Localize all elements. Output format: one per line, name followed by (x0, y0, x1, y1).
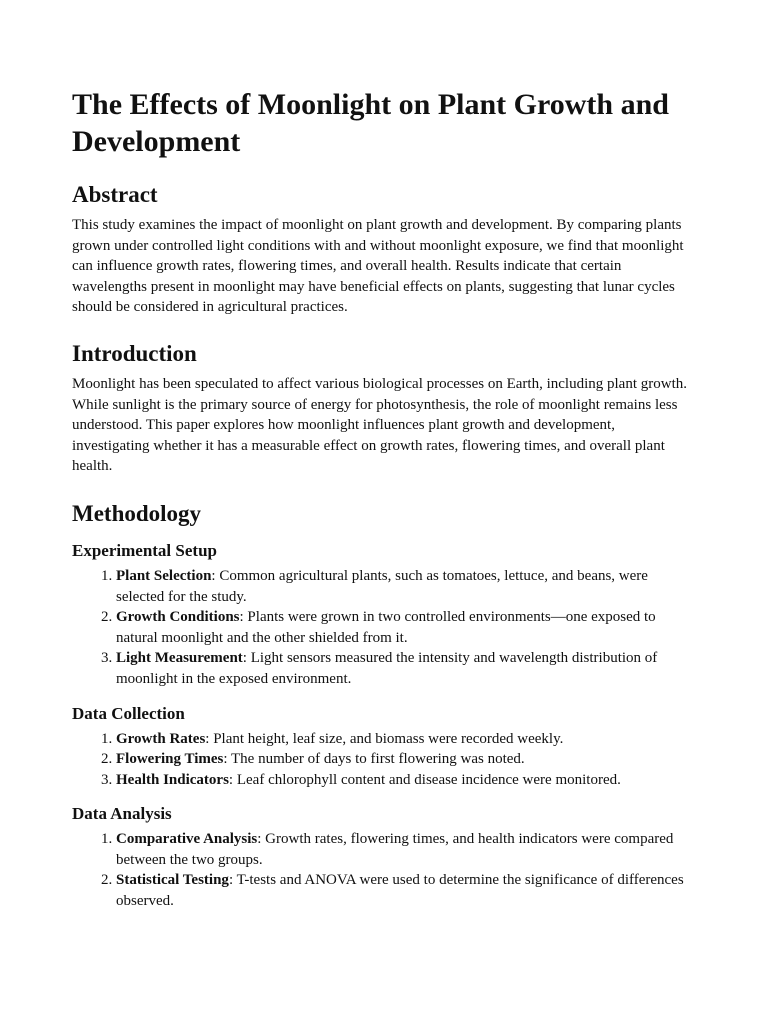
list-item-term: Plant Selection (116, 567, 212, 584)
list-item-text: : Plant height, leaf size, and biomass were recorded weekly. (205, 730, 564, 747)
list-item (116, 566, 696, 607)
list-item (116, 607, 696, 648)
data-collection-heading: Data Collection (72, 703, 185, 723)
abstract-paragraph: This study examines the impact of moonlight on plant growth and development. By comparing plants grown under controlled light conditions with and without moonlight exposure, we find that moonlight can influence growth rates, flowering times, and overall health. Results indicate that certain wavelengths present in moonlight may have beneficial effects on plants, suggesting that lunar cycles should be considered in agricultural practices. (72, 217, 684, 316)
list-item (116, 870, 696, 911)
list-item-text: : The number of days to first flowering was noted. (223, 751, 525, 768)
data-collection-list (72, 729, 696, 791)
page-title: The Effects of Moonlight on Plant Growth and Development (72, 88, 669, 158)
list-item (116, 749, 696, 770)
list-item-text: : T-tests and ANOVA were used to determine the significance of differences observed. (116, 872, 684, 910)
list-item-text: : Growth rates, flowering times, and health indicators were compared between the two groups. (116, 831, 674, 868)
methodology-heading: Methodology (72, 500, 202, 526)
list-item (116, 829, 696, 870)
list-item-text: : Plants were grown in two controlled environments—one exposed to natural moonlight and the other shielded from it. (116, 609, 656, 646)
list-item-term: Statistical Testing (116, 872, 229, 889)
list-item-term: Flowering Times (116, 751, 224, 768)
abstract-heading: Abstract (72, 182, 158, 207)
experimental-setup-list (72, 566, 696, 690)
list-item (116, 770, 696, 791)
list-item-term: Growth Rates (116, 730, 206, 747)
data-analysis-list (72, 829, 696, 911)
data-analysis-heading: Data Analysis (72, 804, 172, 824)
list-item-term: Light Measurement (116, 650, 243, 667)
list-item-text: : Common agricultural plants, such as tomatoes, lettuce, and beans, were selected for the study. (116, 567, 648, 605)
list-item-text: : Leaf chlorophyll content and disease incidence were monitored. (228, 771, 621, 788)
list-item-term: Comparative Analysis (116, 831, 258, 848)
list-item (116, 729, 696, 750)
list-item-text: : Light sensors measured the intensity and wavelength distribution of moonlight in the exposed environment. (116, 650, 658, 687)
list-item-term: Growth Conditions (116, 609, 240, 626)
list-item-term: Health Indicators (116, 771, 229, 788)
experimental-setup-heading: Experimental Setup (72, 540, 217, 560)
list-item (116, 648, 696, 689)
introduction-heading: Introduction (72, 340, 197, 366)
introduction-paragraph: Moonlight has been speculated to affect various biological processes on Earth, including plant growth. While sunlight is the primary source of energy for photosynthesis, the role of moonlight remains less understood. This paper explores how moonlight influences plant growth and development, investigating whether it has a measurable effect on growth rates, flowering times, and overall plant health. (72, 375, 687, 475)
